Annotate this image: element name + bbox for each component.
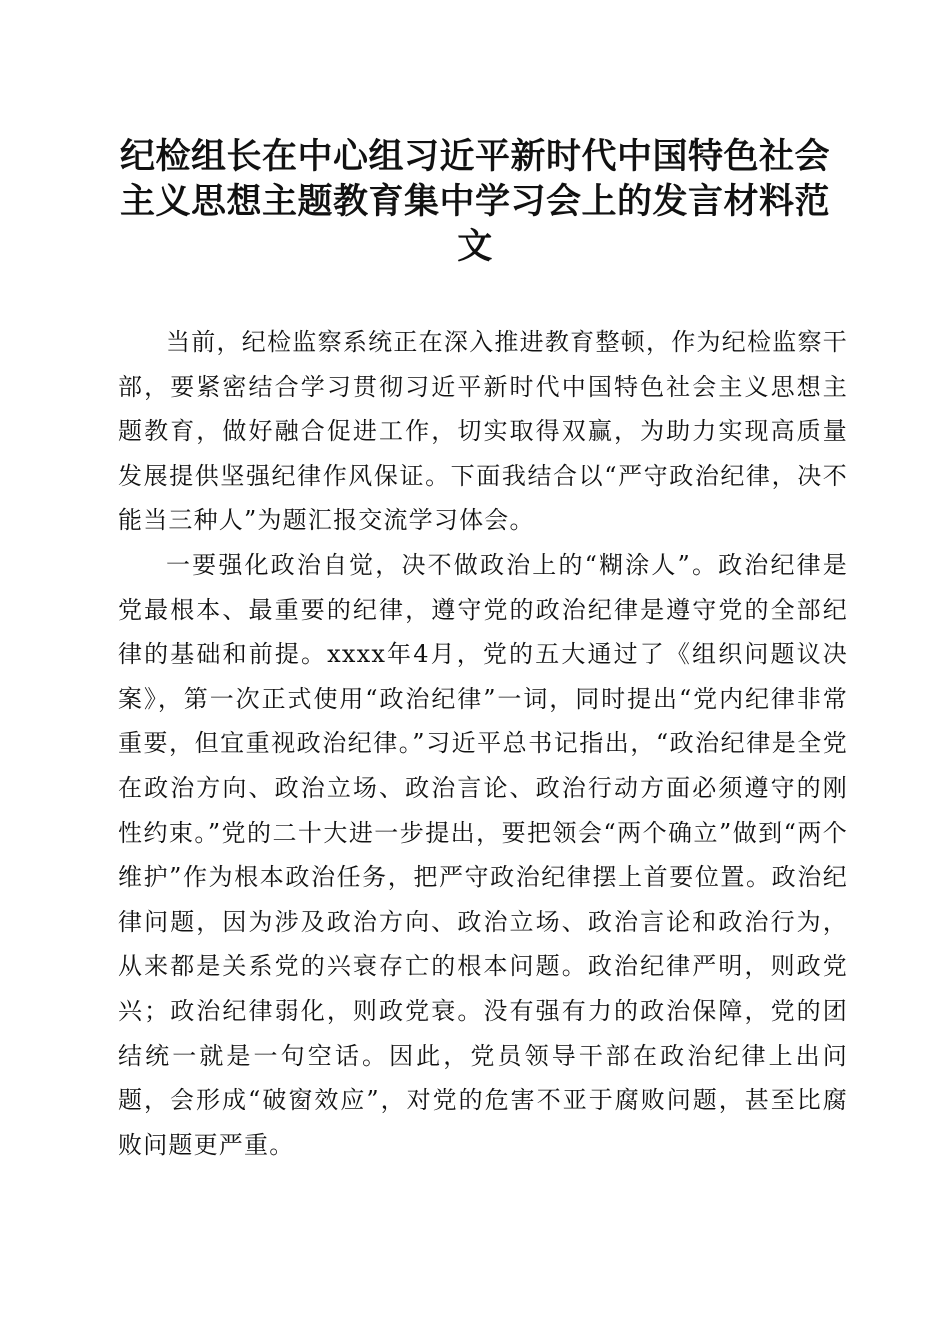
title-line-3: 文 <box>457 226 493 267</box>
paragraph-intro: 当前，纪检监察系统正在深入推进教育整顿，作为纪检监察干部，要紧密结合学习贯彻习近平新时代中国特色社会主义思想主题教育，做好融合促进工作，切实取得双赢，为助力实现高质量发展提供坚强纪律作风保证。下面我结合以“严守政治纪律，决不能当三种人”为题汇报交流学习体会。 <box>118 328 848 535</box>
paragraph-point-one: 一要强化政治自觉，决不做政治上的“糊涂人”。政治纪律是党最根本、最重要的纪律，遵守党的政治纪律是遵守党的全部纪律的基础和前提。xxxx年4月，党的五大通过了《组织问题议决案》，第一次正式使用“政治纪律”一词，同时提出“党内纪律非常重要，但宜重视政治纪律。”习近平总书记指出，“政治纪律是全党在政治方向、政治立场、政治言论、政治行动方面必须遵守的刚性约束。”党的二十大进一步提出，要把领会“两个确立”做到“两个维护”作为根本政治任务，把严守政治纪律摆上首要位置。政治纪律问题，因为涉及政治方向、政治立场、政治言论和政治行为，从来都是关系党的兴衰存亡的根本问题。政治纪律严明，则政党兴；政治纪律弱化，则政党衰。没有强有力的政治保障，党的团结统一就是一句空话。因此，党员领导干部在政治纪律上出问题，会形成“破窗效应”，对党的危害不亚于腐败问题，甚至比腐败问题更严重。 <box>118 550 848 1159</box>
title-line-1: 纪检组长在中心组习近平新时代中国特色社会 <box>119 136 830 177</box>
document-body <box>118 320 848 1167</box>
title-line-2: 主义思想主题教育集中学习会上的发言材料范 <box>119 181 830 222</box>
document-title <box>100 134 850 269</box>
